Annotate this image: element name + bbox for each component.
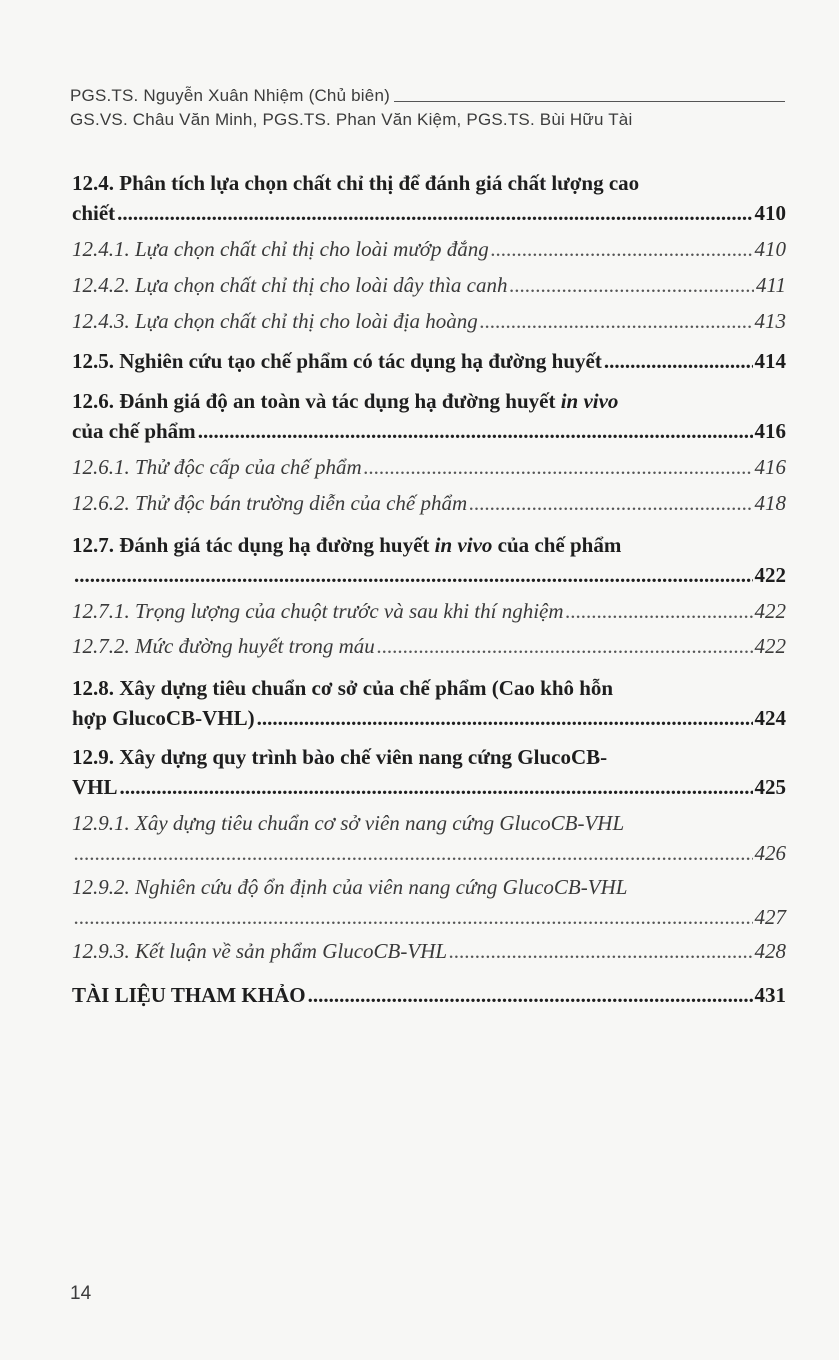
toc-entry-title: 12.7.2. Mức đường huyết trong máu [72, 634, 375, 658]
toc-entry-12-6-2[interactable] [72, 488, 786, 518]
leader-dots [509, 270, 754, 300]
toc-page-number: 422 [754, 634, 786, 658]
toc-entry-12-9[interactable] [72, 742, 786, 802]
toc-entry-title: 12.9.3. Kết luận về sản phẩm GlucoCB-VHL [72, 939, 448, 963]
leader-dots [257, 703, 753, 733]
toc-page-number: 425 [754, 775, 786, 799]
toc-entry-12-6-1[interactable] [72, 452, 786, 482]
leader-dots [364, 452, 753, 482]
toc-page-number: 422 [754, 599, 786, 623]
leader-dots [449, 936, 752, 966]
toc-entry-12-9-3[interactable] [72, 936, 786, 966]
toc-entry-12-6[interactable] [72, 386, 786, 446]
toc-page-number: 416 [754, 455, 786, 479]
toc-entry-12-8[interactable] [72, 673, 786, 733]
toc-entry-title [72, 673, 786, 703]
toc-entry-12-7-2[interactable] [72, 631, 786, 661]
toc-entry-title: 12.4. Phân tích lựa chọn chất chỉ thị để đánh giá chất lượng cao [72, 171, 640, 195]
toc-page-number: 426 [754, 841, 786, 865]
toc-entry-12-4-1[interactable] [72, 234, 786, 264]
toc-entry-12-7[interactable] [72, 530, 786, 590]
toc-entry-12-7-1[interactable] [72, 596, 786, 626]
toc-entry-title-italic: in vivo [434, 533, 493, 557]
toc-page-number: 413 [754, 309, 786, 333]
toc-page-number: 410 [754, 237, 786, 261]
leader-dots [74, 560, 753, 590]
leader-dots [117, 198, 752, 228]
toc-entry-title: 12.4.3. Lựa chọn chất chỉ thị cho loài địa hoàng [72, 309, 478, 333]
toc-entry-title-cont: chiết [72, 201, 116, 225]
toc-page-number: 410 [754, 201, 786, 225]
toc-entry-title-line: 12.8. Xây dựng tiêu chuẩn cơ sở của chế phẩm (Cao khô hỗn [72, 676, 614, 700]
toc-entry-title-post: của chế phẩm [497, 533, 622, 557]
toc-page-number: 424 [754, 706, 786, 730]
leader-dots [120, 772, 753, 802]
toc-page-number: 427 [754, 905, 786, 929]
toc-entry-12-4-2[interactable] [72, 270, 786, 300]
toc-page-number: 431 [754, 983, 786, 1007]
toc-entry-12-9-1[interactable] [72, 808, 786, 868]
toc-entry-title-cont: của chế phẩm [72, 419, 196, 443]
toc-entry-title: 12.5. Nghiên cứu tạo chế phẩm có tác dụng hạ đường huyết [72, 349, 602, 373]
toc-entry-title: 12.9.2. Nghiên cứu độ ổn định của viên nang cứng GlucoCB-VHL [72, 875, 628, 899]
toc-entry-title: 12.7.1. Trọng lượng của chuột trước và sau khi thí nghiệm [72, 599, 564, 623]
running-header [70, 84, 785, 132]
leader-dots [604, 346, 753, 376]
leader-dots [308, 980, 753, 1010]
leader-dots [74, 838, 753, 868]
toc-page-number: 414 [754, 349, 786, 373]
toc-entry-12-5[interactable] [72, 346, 786, 376]
toc-entry-title: 12.6.1. Thử độc cấp của chế phẩm [72, 455, 362, 479]
page-number: 14 [70, 1283, 92, 1304]
leader-dots [491, 234, 753, 264]
toc-entry-12-4-3[interactable] [72, 306, 786, 336]
toc-entry-title-italic: in vivo [560, 389, 619, 413]
toc-entry-12-4[interactable] [72, 168, 786, 228]
header-authors: GS.VS. Châu Văn Minh, PGS.TS. Phan Văn Kiệm, PGS.TS. Bùi Hữu Tài [70, 110, 633, 129]
toc-page-number: 428 [754, 939, 786, 963]
leader-dots [566, 596, 753, 626]
toc-entry-title: 12.4.2. Lựa chọn chất chỉ thị cho loài dây thìa canh [72, 273, 508, 297]
toc-entry-title: 12.6. Đánh giá độ an toàn và tác dụng hạ đường huyết [72, 389, 556, 413]
toc-page-number: 418 [754, 491, 786, 515]
toc-page-number: 411 [756, 273, 786, 297]
toc-entry-title: 12.9. Xây dựng quy trình bào chế viên nang cứng GlucoCB- [72, 745, 608, 769]
toc-entry-title: 12.9.1. Xây dựng tiêu chuẩn cơ sở viên nang cứng GlucoCB-VHL [72, 811, 625, 835]
leader-dots [469, 488, 752, 518]
leader-dots [74, 902, 753, 932]
toc-page-number: 422 [754, 563, 786, 587]
toc-entry-12-9-2[interactable] [72, 872, 786, 932]
toc-entry-title-cont: hợp GlucoCB-VHL) [72, 706, 255, 730]
toc-entry-title: 12.4.1. Lựa chọn chất chỉ thị cho loài mướp đắng [72, 237, 489, 261]
toc-entry-title-cont: VHL [72, 775, 118, 799]
leader-dots [377, 631, 753, 661]
toc-entry-title: TÀI LIỆU THAM KHẢO [72, 983, 306, 1007]
leader-dots [480, 306, 753, 336]
toc-page-number: 416 [754, 419, 786, 443]
toc-entry-title: 12.7. Đánh giá tác dụng hạ đường huyết [72, 533, 430, 557]
header-rule [394, 101, 785, 102]
toc-entry-title: 12.6.2. Thử độc bán trường diễn của chế phẩm [72, 491, 468, 515]
leader-dots [198, 416, 753, 446]
toc-entry-references[interactable] [72, 980, 786, 1010]
header-editor: PGS.TS. Nguyễn Xuân Nhiệm (Chủ biên) [70, 86, 390, 105]
